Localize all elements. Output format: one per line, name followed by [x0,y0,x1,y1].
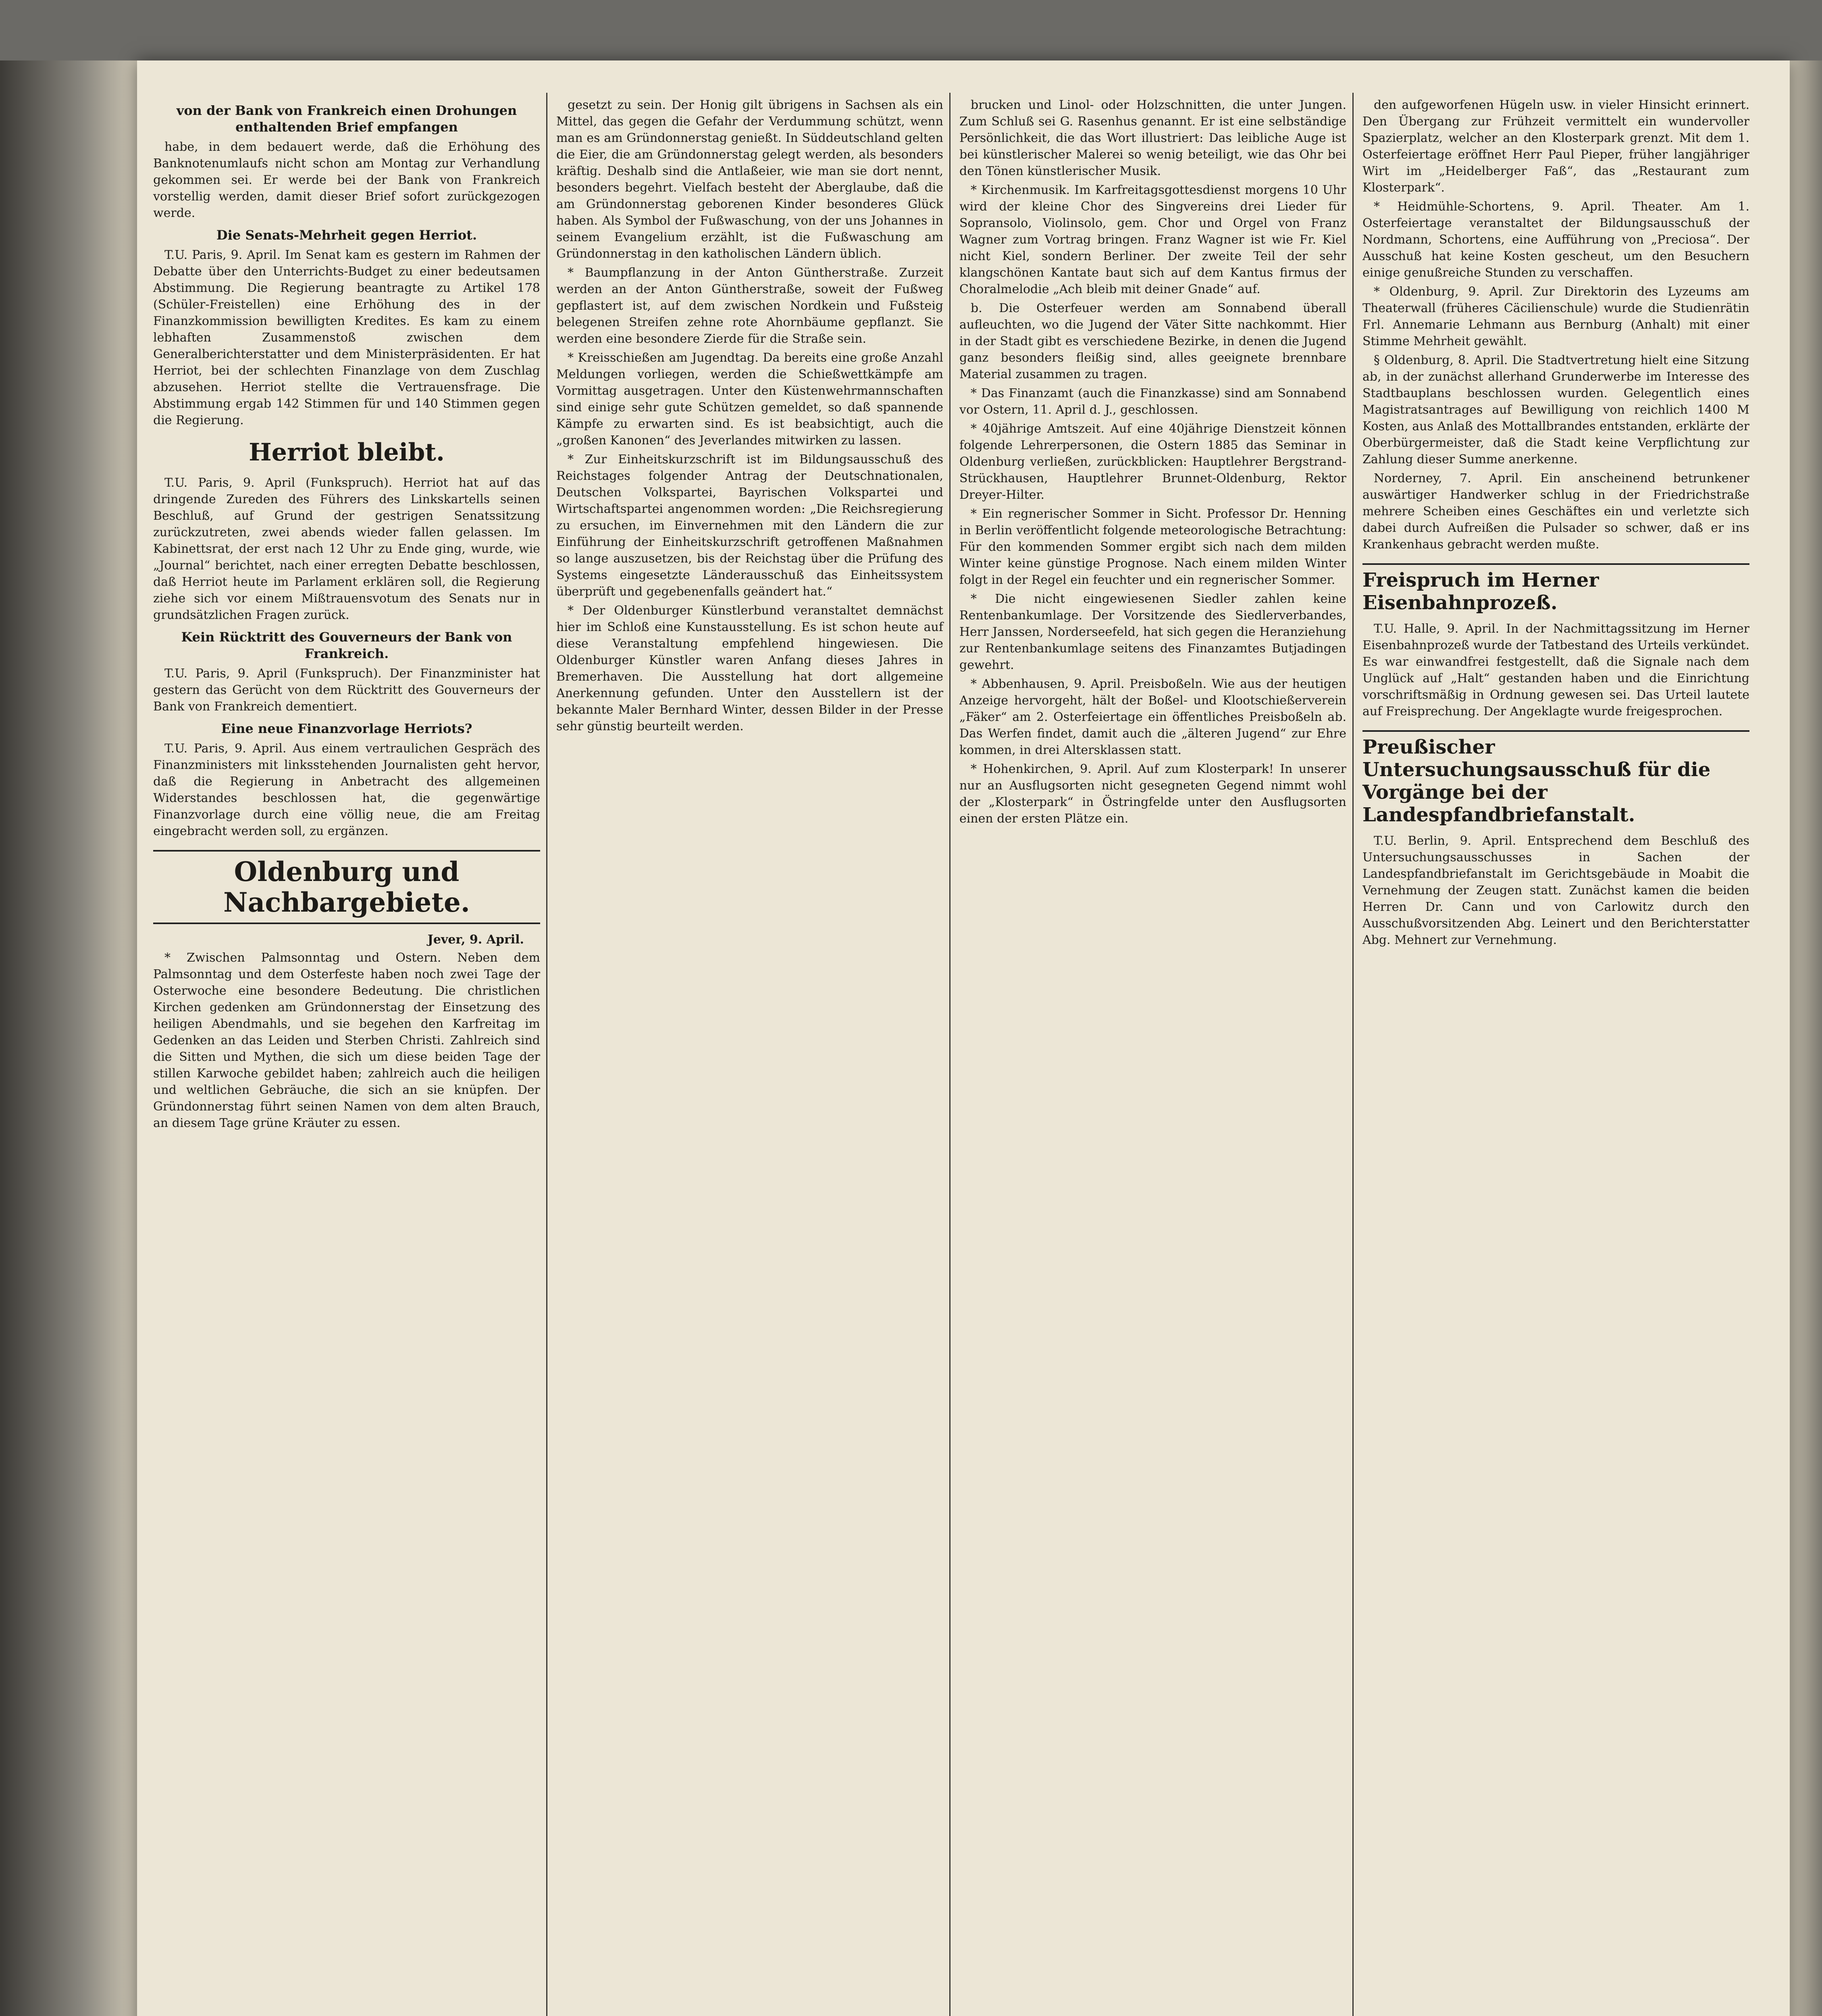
paragraph: * Das Finanzamt (auch die Finanzkasse) sind am Sonnabend vor Ostern, 11. April d. J., geschlossen. [959,386,1346,417]
paragraph: * Heidmühle-Schortens, 9. April. Theater. Am 1. Osterfeiertage veranstaltet der Bildungsausschuß der Nordmann, Schortens, eine Aufführung von „Preciosa“. Der Ausschuß hat keine Kosten gescheut, um den Besuchern einige genußreiche Stunden zu verschaffen. [1362,200,1749,280]
column-2 [556,97,943,737]
paragraph: * Ein regnerischer Sommer in Sicht. Professor Dr. Henning in Berlin veröffentlicht folgende meteorologische Betrachtung: Für den kommenden Sommer ergibt sich nach dem milden Winter keine günstige Prognose. Nach einem milden Winter folgt in der Regel ein feuchter und ein regnerischer Sommer. [959,507,1346,587]
column-3 [959,97,1346,829]
headline-kein-ruecktritt: Kein Rücktritt des Gouverneurs der Bank von Frankreich. [181,629,512,661]
headline-untersuchungsausschuss: Preußischer Untersuchungsausschuß für die Vorgänge bei der Landespfandbriefanstalt. [1362,730,1749,828]
paragraph: * Zur Einheitskurzschrift ist im Bildungsausschuß des Reichstages folgender Antrag der Deutschnationalen, Deutschen Volkspartei, Bayrischen Volkspartei und Wirtschaftspartei angenommen worden: „Die Reichsregierung zu ersuchen, im Einvernehmen mit den Ländern die zur Einführung der Einheitskurzschrift getroffenen Maßnahmen so lange auszusetzen, bis der Reichstag über die Prüfung des Systems eingesetzte Länderausschuß das Einheitssystem überprüft und gegebenenfalls geändert hat.“ [556,452,943,599]
column-rule [1352,93,1354,2016]
column-1 [153,97,540,1134]
paragraph: den aufgeworfenen Hügeln usw. in vieler Hinsicht erinnert. Den Übergang zur Frühzeit vermittelt ein wundervoller Spazierplatz, welcher an den Klosterpark grenzt. Mit dem 1. Osterfeiertage eröffnet Herr Paul Pieper, früher langjähriger Wirt im „Heidelberger Faß“, das „Restaurant zum Klosterpark“. [1362,98,1749,195]
paragraph: * Abbenhausen, 9. April. Preisboßeln. Wie aus der heutigen Anzeige hervorgeht, hält der Boßel- und Klootschießerverein „Fäker“ am 2. Osterfeiertage ein öffentliches Preisboßeln ab. Das Werfen findet, damit auch die „älteren Jugend“ zur Ehre kommen, in drei Altersklassen statt. [959,677,1346,757]
paragraph: * Kirchenmusik. Im Karfreitagsgottesdienst morgens 10 Uhr wird der kleine Chor des Singvereins drei Lieder für Sopransolo, Violinsolo, gem. Chor und Orgel von Franz Wagner zum Vortrag bringen. Franz Wagner ist wie Fr. Kiel nicht Kiel, sondern Berliner. Der zweite Teil der sehr klangschönen Kantate baut sich auf dem Kantus firmus der Choralmelodie „Ach bleib mit deiner Gnade“ auf. [959,183,1346,296]
paragraph: gesetzt zu sein. Der Honig gilt übrigens in Sachsen als ein Mittel, das gegen die Gefahr der Verdummung schützt, wenn man es am Gründonnerstag genießt. In Süddeutschland gelten die Eier, die am Gründonnerstag gelegt werden, als besonders kräftig. Deshalb sind die Antlaßeier, wie man sie dort nennt, besonders begehrt. Vielfach besteht der Aberglaube, daß die am Gründonnerstag geborenen Kinder besonderes Glück haben. Als Symbol der Fußwaschung, von der uns Johannes in seinem Evangelium erzählt, ist die Fußwaschung am Gründonnerstag in den katholischen Ländern üblich. [556,98,943,261]
paragraph: § Oldenburg, 8. April. Die Stadtvertretung hielt eine Sitzung ab, in der zunächst allerhand Grunderwerbe im Interesse des Stadtbauplans beschlossen wurden. Gelegentlich eines Magistratsantrages auf Bewilligung von reichlich 1400 M Kosten, aus Anlaß des Mottallbrandes entstanden, erklärte der Oberbürgermeister, daß die Stadt keine Verpflichtung zur Zahlung dieser Summe anerkenne. [1362,353,1749,467]
paragraph: * Der Oldenburger Künstlerbund veranstaltet demnächst hier im Schloß eine Kunstausstellung. Es ist schon heute auf diese Veranstaltung empfehlend hingewiesen. Die Oldenburger Künstler waren Anfang dieses Jahres in Bremerhaven. Die Ausstellung hat dort allgemeine Anerkennung gefunden. Unter den Ausstellern ist der bekannte Maler Bernhard Winter, dessen Bilder in der Presse sehr günstig beurteilt werden. [556,604,943,733]
dateline: Jever, 9. April. [427,933,524,947]
paragraph: T.U. Berlin, 9. April. Entsprechend dem Beschluß des Untersuchungsausschusses in Sachen der Landespfandbriefanstalt im Gerichtsgebäude in Moabit die Vernehmung der Zeugen statt. Zunächst kamen die beiden Herren Dr. Cann und von Carlowitz durch den Ausschußvorsitzenden Abg. Leinert und den Berichterstatter Abg. Mehnert zur Vernehmung. [1362,834,1749,947]
paragraph: T.U. Paris, 9. April (Funkspruch). Der Finanzminister hat gestern das Gerücht von dem Rücktritt des Gouverneurs der Bank von Frankreich dementiert. [153,666,540,714]
paragraph: T.U. Paris, 9. April. Aus einem vertraulichen Gespräch des Finanzministers mit linksstehenden Journalisten geht hervor, daß die Regierung in Anbetracht des allgemeinen Widerstandes beschlossen hat, die gegenwärtige Finanzvorlage durch eine völlig neue, die am Freitag eingebracht werden soll, zu ergänzen. [153,741,540,838]
book-spine [0,60,137,2016]
paragraph: * 40jährige Amtszeit. Auf eine 40jährige Dienstzeit können folgende Lehrerpersonen, die Ostern 1885 das Seminar in Oldenburg verließen, zurückblicken: Hauptlehrer Bergstrand-Strückhausen, Hauptlehrer Brunnet-Oldenburg, Rektor Dreyer-Hilter. [959,422,1346,502]
paragraph: habe, in dem bedauert werde, daß die Erhöhung des Banknotenumlaufs nicht schon am Montag zur Verhandlung gekommen sei. Er werde bei der Bank von Frankreich vorstellig werden, damit dieser Brief sofort zurückgezogen werde. [153,140,540,220]
headline-herriot-bleibt: Herriot bleibt. [249,438,445,467]
paragraph: * Baumpflanzung in der Anton Güntherstraße. Zurzeit werden an der Anton Güntherstraße, soweit der Fußweg gepflastert ist, auf dem zwischen Nordkein und Fußsteig belegenen Streifen zehne rote Ahornbäume gepflanzt. Sie werden eine besondere Zierde für die Straße sein. [556,266,943,346]
paragraph: * Oldenburg, 9. April. Zur Direktorin des Lyzeums am Theaterwall (früheres Cäcilienschule) wurde die Studienrätin Frl. Annemarie Lehmann aus Bernburg (Anhalt) mit einer Stimme Mehrheit gewählt. [1362,285,1749,348]
column-rule [546,93,547,2016]
section-banner-oldenburg: Oldenburg und Nachbargebiete. [153,850,540,924]
paragraph: b. Die Osterfeuer werden am Sonnabend überall aufleuchten, wo die Jugend der Väter Sitte nachkommt. Hier in der Stadt gibt es verschiedene Bezirke, in denen die Jugend ganz besonders fleißig sind, alles geeignete brennbare Material zusammen zu tragen. [959,301,1346,381]
paragraph: Norderney, 7. April. Ein anscheinend betrunkener auswärtiger Handwerker schlug in der Friedrichstraße mehrere Scheiben eines Geschäftes ein und verletzte sich dabei durch Aufreißen die Pulsader so schwer, daß er ins Krankenhaus gebracht werden mußte. [1362,471,1749,552]
column-rule [949,93,951,2016]
headline-senat: Die Senats-Mehrheit gegen Herriot. [216,227,477,243]
paragraph: * Hohenkirchen, 9. April. Auf zum Klosterpark! In unserer nur an Ausflugsorten nicht gesegneten Gegend nimmt wohl der „Klosterpark“ in Östringfelde unter den Ausflugsorten einen der ersten Plätze ein. [959,762,1346,826]
paragraph: brucken und Linol- oder Holzschnitten, die unter Jungen. Zum Schluß sei G. Rasenhus genannt. Er ist eine selbständige Persönlichkeit, die das Wort illustriert: Das leibliche Auge ist bei künstlerischer Malerei so wenig beteiligt, wie das Ohr bei den Tönen künstlerischer Musik. [959,98,1346,178]
paragraph: * Zwischen Palmsonntag und Ostern. Neben dem Palmsonntag und dem Osterfeste haben noch zwei Tage der Osterwoche eine besondere Bedeutung. Die christlichen Kirchen gedenken am Gründonnerstag der Einsetzung des heiligen Abendmahls, und sie begehen den Karfreitag im Gedenken an das Leiden und Sterben Christi. Zahlreich sind die Sitten und Mythen, die sich um diese beiden Tage der stillen Karwoche gebildet haben; zahlreich auch die heiligen und weltlichen Gebräuche, die sich an sie knüpfen. Der Gründonnerstag führt seinen Namen von dem alten Brauch, an diesem Tage grüne Kräuter zu essen. [153,951,540,1130]
column-4 [1362,97,1749,951]
paragraph: * Die nicht eingewiesenen Siedler zahlen keine Rentenbankumlage. Der Vorsitzende des Siedlerverbandes, Herr Janssen, Norderseefeld, hat sich gegen die Heranziehung zur Rentenbankumlage seitens des Finanzamtes Butjadingen gewehrt. [959,592,1346,672]
paragraph: T.U. Halle, 9. April. In der Nachmittagssitzung im Herner Eisenbahnprozeß wurde der Tatbestand des Urteils verkündet. Es war einwandfrei festgestellt, daß die Signale nach dem Unglück auf „Halt“ gestanden haben und die Einrichtung vorschriftsmäßig in Ordnung gewesen sei. Das Urteil lautete auf Freisprechung. Der Angeklagte wurde freigesprochen. [1362,622,1749,719]
headline-freispruch: Freispruch im Herner Eisenbahnprozeß. [1362,563,1749,616]
newspaper-page [137,60,1790,2016]
lead-line: von der Bank von Frankreich einen Drohungen enthaltenden Brief empfangen [176,103,517,135]
headline-finanzvorlage: Eine neue Finanzvorlage Herriots? [221,721,472,736]
paragraph: T.U. Paris, 9. April (Funkspruch). Herriot hat auf das dringende Zureden des Führers des Linkskartells seinen Beschluß, auf Grund der gestrigen Senatssitzung zurückzutreten, zwei abends wieder fallen gelassen. Im Kabinettsrat, der erst nach 12 Uhr zu Ende ging, wurde, wie „Journal“ berichtet, nach einer erregten Debatte beschlossen, daß Herriot heute im Parlament erklären soll, die Regierung ziehe sich vor einem Mißtrauensvotum des Senats nur in grundsätzlichen Fragen zurück. [153,476,540,622]
paragraph: T.U. Paris, 9. April. Im Senat kam es gestern im Rahmen der Debatte über den Unterrichts-Budget zu einer bedeutsamen Abstimmung. Die Regierung beantragte zu Artikel 178 (Schüler-Freistellen) eine Erhöhung des in der Finanzkommission bewilligten Kredites. Es kam zu einem lebhaften Zusammenstoß zwischen dem Generalberichterstatter und dem Ministerpräsidenten. Er hat Herriot, bei der schlechten Finanzlage von dem Zuschlag abzusehen. Herriot stellte die Vertrauensfrage. Die Abstimmung ergab 142 Stimmen für und 140 Stimmen gegen die Regierung. [153,248,540,427]
paragraph: * Kreisschießen am Jugendtag. Da bereits eine große Anzahl Meldungen vorliegen, werden die Schießwettkämpfe am Vormittag ausgetragen. Unter den Küstenwehrmannschaften sind einige sehr gute Schützen gemeldet, so daß spannende Kämpfe zu erwarten sind. Es ist beabsichtigt, auch die „großen Kanonen“ des Jeverlandes mitwirken zu lassen. [556,351,943,448]
page-edge [1790,60,1822,2016]
